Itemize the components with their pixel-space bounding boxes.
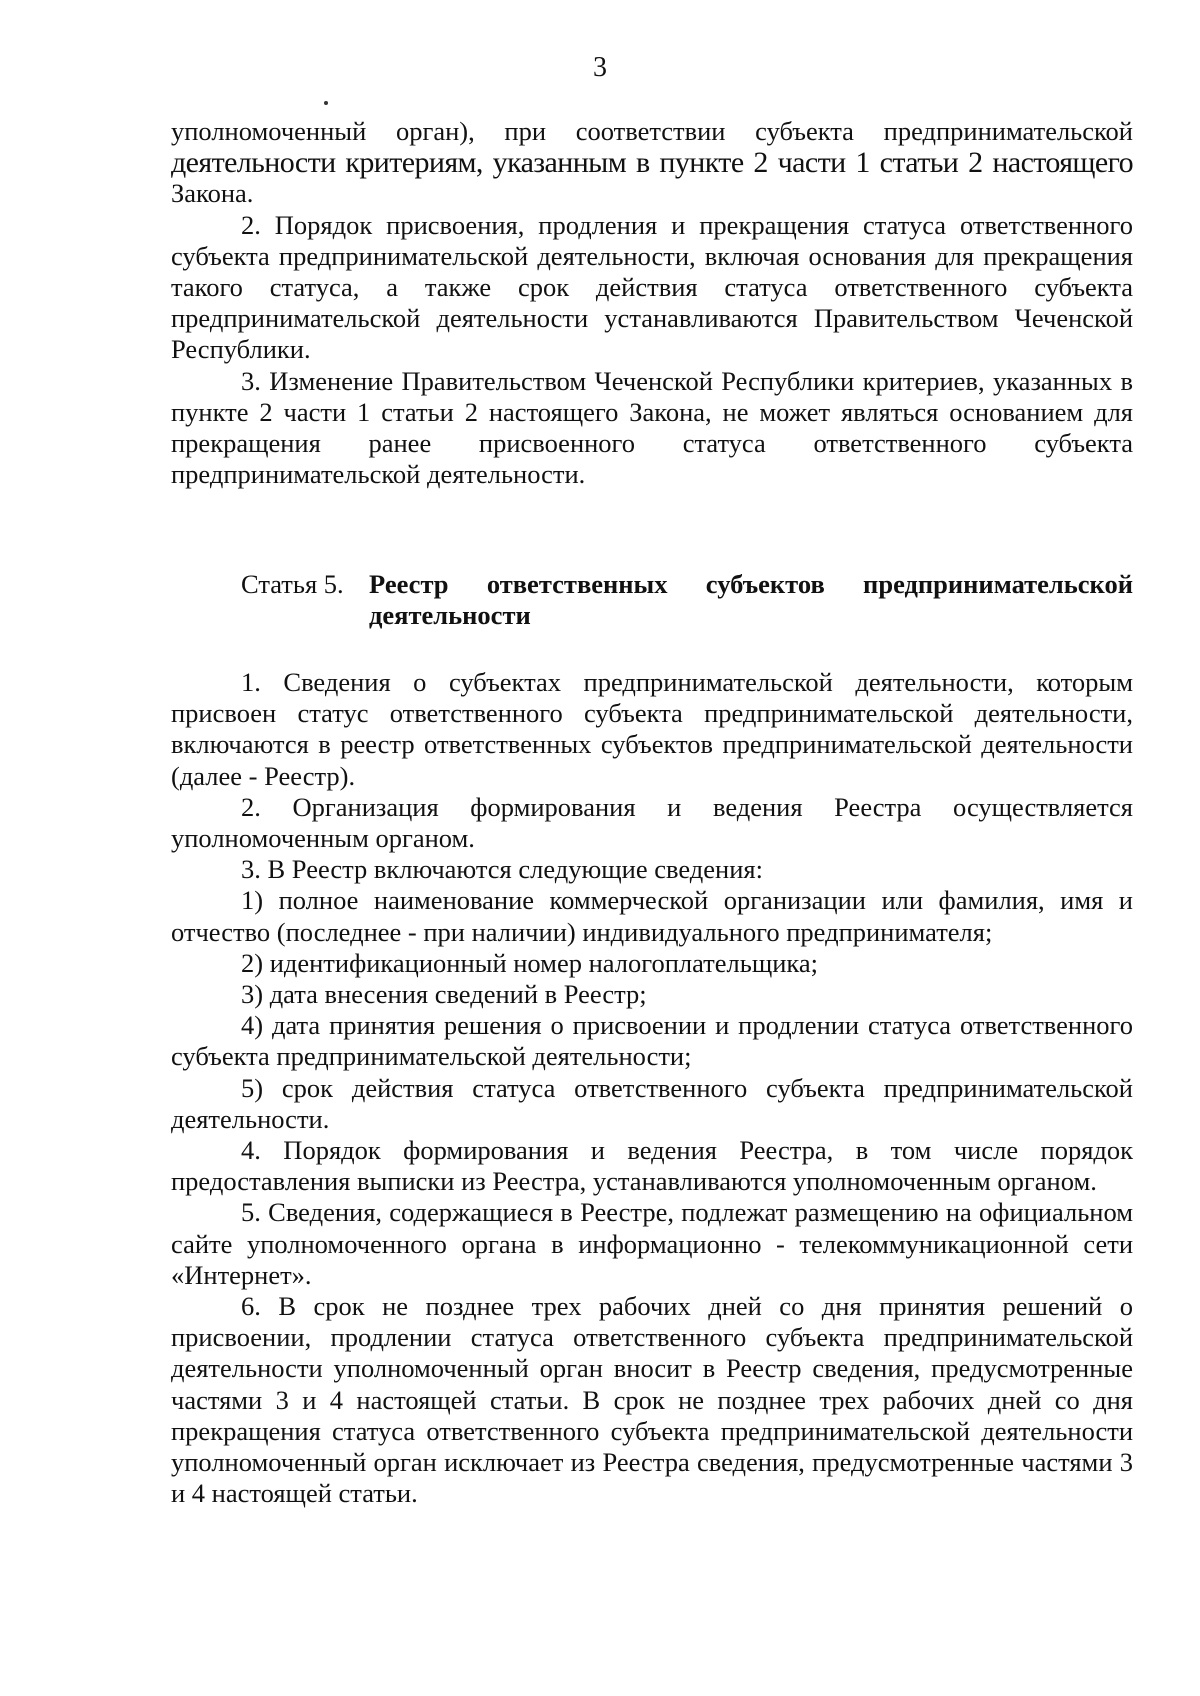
list-item: 1) полное наименование коммерческой организации или фамилия, имя и отчество (последнее - при наличии) индивидуального предпринимателя; [171,885,1133,947]
paragraph: 2. Организация формирования и ведения Реестра осуществляется уполномоченным органом. [171,791,1133,854]
paragraph: 5. Сведения, содержащиеся в Реестре, подлежат размещению на официальном сайте уполномоченного органа в информационно - телекоммуникационной сети «Интернет». [171,1197,1133,1290]
paragraph: 1. Сведения о субъектах предпринимательской деятельности, которым присвоен статус ответственного субъекта предпринимательской деятельности, включаются в реестр ответственных субъектов предпринимательской деятельности (далее - Реестр). [171,667,1133,791]
list-item: 2) идентификационный номер налогоплательщика; [241,947,819,978]
continued-paragraph-block [171,116,1133,490]
paragraph-line: деятельности критериям, указанным в пункте 2 части 1 статьи 2 настоящего [171,146,1133,180]
article-label: Статья 5. [241,569,344,599]
paragraph: 6. В срок не позднее трех рабочих дней со дня принятия решений о присвоении, продлении статуса ответственного субъекта предпринимательской деятельности уполномоченный орган вносит в Реестр сведения, предусмотренные частями 3 и 4 настоящей статьи. В срок не позднее трех рабочих дней со дня прекращения статуса ответственного субъекта предпринимательской деятельности уполномоченный орган исключает из Реестра сведения, предусмотренные частями 3 и 4 настоящей статьи. [171,1291,1133,1509]
paragraph-line: Закона. [171,178,254,209]
paragraph: 2. Порядок присвоения, продления и прекращения статуса ответственного субъекта предпринимательской деятельности, включая основания для прекращения такого статуса, а также срок действия статуса ответственного субъекта предпринимательской деятельности устанавливаются Правительством Чеченской Республики. [171,209,1133,365]
paragraph: 4. Порядок формирования и ведения Реестра, в том числе порядок предоставления выписки из Реестра, устанавливаются уполномоченным органом. [171,1135,1133,1197]
list-item: 3) дата внесения сведений в Реестр; [241,979,647,1010]
page-number: 3 [593,52,607,83]
article-body [171,667,1133,1509]
article-title: Реестр ответственных субъектов предпринимательской деятельности [369,569,1133,631]
paragraph: 3. В Реестр включаются следующие сведения: [241,854,763,885]
list-item: 5) срок действия статуса ответственного субъекта предпринимательской деятельности. [171,1072,1133,1134]
paragraph-line: уполномоченный орган), при соответствии субъекта предпринимательской [171,116,1133,146]
paragraph: 3. Изменение Правительством Чеченской Республики критериев, указанных в пункте 2 части 1 статьи 2 настоящего Закона, не может являться основанием для прекращения ранее присвоенного статуса ответственного субъекта предпринимательской деятельности. [171,365,1133,490]
scan-mark [324,101,328,105]
list-item: 4) дата принятия решения о присвоении и продлении статуса ответственного субъекта предпринимательской деятельности; [171,1010,1133,1072]
